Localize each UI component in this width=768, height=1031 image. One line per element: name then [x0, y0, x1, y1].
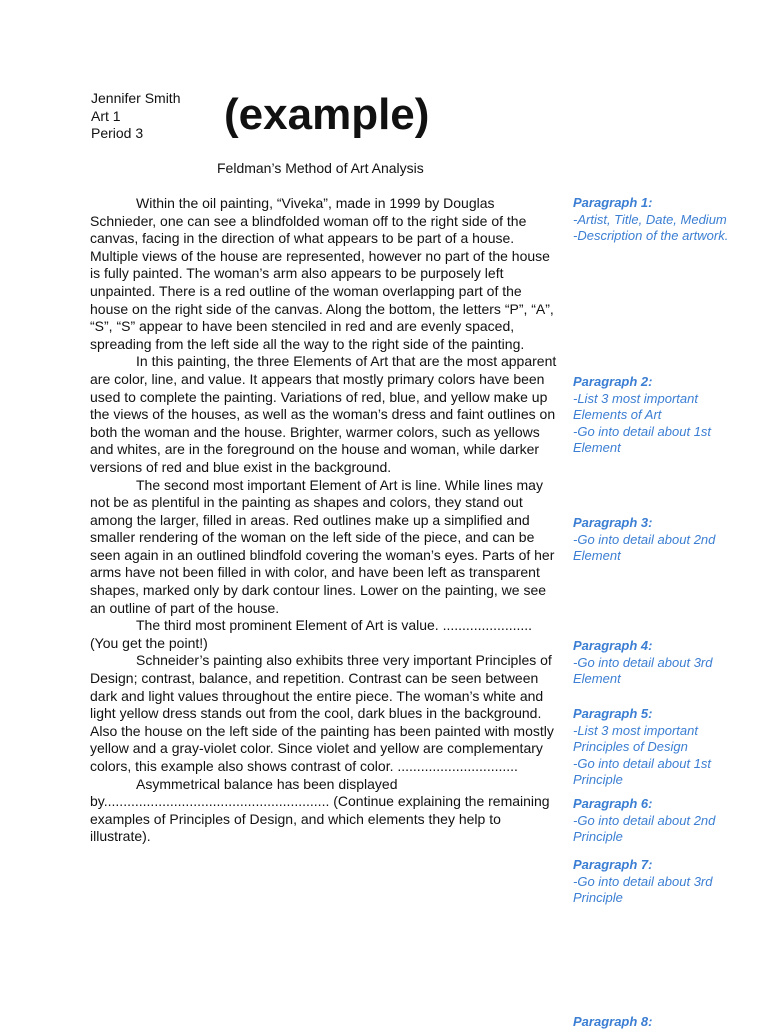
margin-note	[573, 857, 763, 907]
header-block	[91, 90, 180, 143]
margin-note-line: -Go into detail about 2nd	[573, 531, 716, 547]
margin-note-line: -Go into detail about 3rd	[573, 873, 713, 889]
margin-note-line: Principle	[573, 890, 623, 905]
margin-note-heading: Paragraph 5:	[573, 706, 653, 721]
margin-note-heading: Paragraph 4:	[573, 638, 653, 653]
paragraph: The third most prominent Element of Art is value. ....................... (You get the point!)	[90, 617, 533, 651]
margin-note-heading: Paragraph 8:	[573, 1014, 653, 1029]
margin-note	[573, 515, 763, 565]
margin-note-line: Principle	[573, 772, 623, 787]
margin-note-line: -Go into detail about 3rd	[573, 654, 713, 670]
example-banner: (example)	[224, 90, 430, 139]
margin-note-line: -Go into detail about 1st	[573, 755, 712, 771]
margin-note-heading: Paragraph 2:	[573, 374, 653, 389]
page-title: Feldman’s Method of Art Analysis	[217, 160, 424, 176]
margin-note	[573, 638, 763, 688]
margin-note-heading: Paragraph 1:	[573, 195, 653, 210]
margin-note	[573, 706, 763, 789]
margin-note-line: -Go into detail about 1st	[573, 423, 712, 439]
margin-note-line: -List 3 most important	[573, 722, 698, 738]
margin-note-heading: Paragraph 3:	[573, 515, 653, 530]
margin-note-line: Element	[573, 548, 621, 563]
paragraph: Schneider’s painting also exhibits three very important Principles of Design; contrast, balance, and repetition. Contrast can be seen between dark and light values throughout the entire piece. The woman’s white and light yellow dress stands out from the cool, dark blues in the background. Also the house on the left side of the painting has been painted with mostly yellow and a gray-violet color. Since violet and yellow are complementary colors, this example also shows contrast of color. ...............................	[90, 652, 554, 774]
margin-note	[573, 374, 763, 457]
margin-note-line: -Description of the artwork.	[573, 228, 729, 243]
margin-note-line: Principles of Design	[573, 739, 688, 754]
margin-note-line: Elements of Art	[573, 407, 662, 422]
paragraph: The second most important Element of Art is line. While lines may not be as plentiful in the painting as shapes and colors, they stand out among the larger, filled in areas. Red outlines make up a simplified and smaller rendering of the woman on the left side of the piece, and can be seen again in an outlined blindfold covering the woman’s eyes. Parts of her arms have not been filled in with color, and have been left as transparent shapes, marked only by dark contour lines. Lower on the painting, we see an outline of part of the house.	[90, 476, 555, 616]
essay-body	[90, 195, 562, 846]
margin-note-line: -Go into detail about 2nd	[573, 812, 716, 828]
author-name: Jennifer Smith	[91, 90, 181, 106]
margin-note-line: Principle	[573, 829, 623, 844]
margin-note	[573, 1014, 763, 1031]
paragraph: Asymmetrical balance has been displayed by.......................................................... (Continue explaining the remaining examples of Principles of Design, and which elements they help to illustrate).	[90, 775, 550, 845]
margin-note	[573, 796, 763, 846]
course-name: Art 1	[91, 107, 121, 124]
margin-note	[573, 195, 763, 245]
class-period: Period 3	[91, 125, 144, 141]
margin-note-heading: Paragraph 6:	[573, 796, 653, 811]
paragraph: In this painting, the three Elements of Art that are the most apparent are color, line, and value. It appears that mostly primary colors have been used to complete the painting. Variations of red, blue, and yellow make up the views of the houses, as well as the woman’s dress and faint outlines on both the woman and the house. Brighter, warmer colors, such as yellows and whites, are in the foreground on the house and woman, while darker versions of red and blue exist in the background.	[90, 353, 557, 475]
margin-note-heading: Paragraph 7:	[573, 857, 653, 872]
margin-note-line: Element	[573, 671, 621, 686]
margin-note-line: -List 3 most important	[573, 390, 698, 406]
margin-note-line: Element	[573, 440, 621, 455]
margin-note-line: -Artist, Title, Date, Medium	[573, 211, 727, 227]
paragraph: Within the oil painting, “Viveka”, made in 1999 by Douglas Schnieder, one can see a blindfolded woman off to the right side of the canvas, facing in the direction of what appears to be part of a house. Multiple views of the house are represented, however no part of the house is fully painted. The woman’s arm also appears to be purposely left unpainted. There is a red outline of the woman overlapping part of the house on the right side of the canvas. Along the bottom, the letters “P”, “A”, “S”, “S” appear to have been stenciled in red and are evenly spaced, spreading from the left side all the way to the right side of the painting.	[90, 195, 554, 352]
